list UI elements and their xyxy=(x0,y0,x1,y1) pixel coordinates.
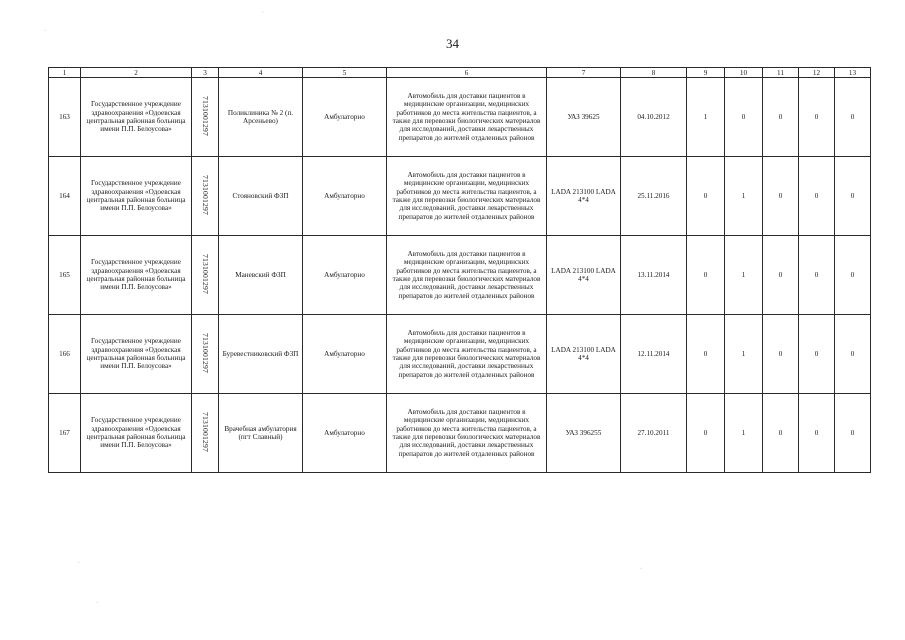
col-9-value: 0 xyxy=(687,157,725,236)
unit-name: Буревестниковский ФЗП xyxy=(219,315,303,394)
scan-speck: · xyxy=(96,600,98,606)
vehicle-purpose: Автомобиль для доставки пациентов в медицинские организации, медицинских работников до места жительства пациентов, а также для перевозки биологических материалов для исследований, доставки лекарственных препаратов до жителей отдаленных районов xyxy=(387,394,547,473)
col-11-value: 0 xyxy=(763,236,799,315)
inn-cell xyxy=(192,236,219,315)
column-number: 13 xyxy=(835,68,871,78)
care-type: Амбулаторно xyxy=(303,78,387,157)
vehicle-model: LADA 213100 LADA 4*4 xyxy=(547,236,621,315)
col-11-value: 0 xyxy=(763,394,799,473)
col-12-value: 0 xyxy=(799,157,835,236)
care-type: Амбулаторно xyxy=(303,315,387,394)
col-13-value: 0 xyxy=(835,394,871,473)
unit-name: Врачебная амбулатория (пгт Славный) xyxy=(219,394,303,473)
col-11-value: 0 xyxy=(763,315,799,394)
col-10-value: 1 xyxy=(725,236,763,315)
vehicle-purpose: Автомобиль для доставки пациентов в медицинские организации, медицинских работников до места жительства пациентов, а также для перевозки биологических материалов для исследований, доставки лекарственных препаратов до жителей отдаленных районов xyxy=(387,236,547,315)
care-type: Амбулаторно xyxy=(303,157,387,236)
col-11-value: 0 xyxy=(763,78,799,157)
organization-name: Государственное учреждение здравоохранения «Одоевская центральная районная больница имени П.П. Белоусова» xyxy=(81,78,192,157)
col-13-value: 0 xyxy=(835,157,871,236)
unit-name: Стояновский ФЗП xyxy=(219,157,303,236)
col-10-value: 1 xyxy=(725,394,763,473)
registration-date: 25.11.2016 xyxy=(621,157,687,236)
care-type: Амбулаторно xyxy=(303,394,387,473)
inn-cell xyxy=(192,394,219,473)
inn-value: 7131001297 xyxy=(201,253,210,294)
inn-cell xyxy=(192,157,219,236)
table-row xyxy=(49,78,871,157)
registration-date: 27.10.2011 xyxy=(621,394,687,473)
row-number: 164 xyxy=(49,157,81,236)
row-number: 167 xyxy=(49,394,81,473)
column-number: 3 xyxy=(192,68,219,78)
registration-date: 13.11.2014 xyxy=(621,236,687,315)
column-number: 8 xyxy=(621,68,687,78)
registration-date: 04.10.2012 xyxy=(621,78,687,157)
vehicle-purpose: Автомобиль для доставки пациентов в медицинские организации, медицинских работников до места жительства пациентов, а также для перевозки биологических материалов для исследований, доставки лекарственных препаратов до жителей отдаленных районов xyxy=(387,78,547,157)
vehicle-register-table xyxy=(48,67,871,473)
vehicle-model: УАЗ 39625 xyxy=(547,78,621,157)
col-12-value: 0 xyxy=(799,236,835,315)
column-number: 9 xyxy=(687,68,725,78)
table-row xyxy=(49,315,871,394)
col-9-value: 0 xyxy=(687,315,725,394)
inn-cell xyxy=(192,315,219,394)
row-number: 166 xyxy=(49,315,81,394)
scan-speck: · xyxy=(78,560,80,566)
col-9-value: 0 xyxy=(687,394,725,473)
col-10-value: 1 xyxy=(725,157,763,236)
col-12-value: 0 xyxy=(799,78,835,157)
vehicle-model: LADA 213100 LADA 4*4 xyxy=(547,315,621,394)
row-number: 163 xyxy=(49,78,81,157)
unit-name: Маневский ФЗП xyxy=(219,236,303,315)
table-row xyxy=(49,394,871,473)
scan-speck: · xyxy=(262,10,264,16)
scan-speck: · xyxy=(640,566,642,572)
column-number: 7 xyxy=(547,68,621,78)
vehicle-model: УАЗ 396255 xyxy=(547,394,621,473)
col-13-value: 0 xyxy=(835,236,871,315)
col-9-value: 0 xyxy=(687,236,725,315)
vehicle-purpose: Автомобиль для доставки пациентов в медицинские организации, медицинских работников до места жительства пациентов, а также для перевозки биологических материалов для исследований, доставки лекарственных препаратов до жителей отдаленных районов xyxy=(387,157,547,236)
table-row xyxy=(49,157,871,236)
col-13-value: 0 xyxy=(835,315,871,394)
col-9-value: 1 xyxy=(687,78,725,157)
column-number-row xyxy=(49,68,871,78)
organization-name: Государственное учреждение здравоохранения «Одоевская центральная районная больница имени П.П. Белоусова» xyxy=(81,315,192,394)
organization-name: Государственное учреждение здравоохранения «Одоевская центральная районная больница имени П.П. Белоусова» xyxy=(81,236,192,315)
col-12-value: 0 xyxy=(799,315,835,394)
vehicle-purpose: Автомобиль для доставки пациентов в медицинские организации, медицинских работников до места жительства пациентов, а также для перевозки биологических материалов для исследований, доставки лекарственных препаратов до жителей отдаленных районов xyxy=(387,315,547,394)
page-number: 34 xyxy=(446,36,459,51)
organization-name: Государственное учреждение здравоохранения «Одоевская центральная районная больница имени П.П. Белоусова» xyxy=(81,394,192,473)
organization-name: Государственное учреждение здравоохранения «Одоевская центральная районная больница имени П.П. Белоусова» xyxy=(81,157,192,236)
column-number: 5 xyxy=(303,68,387,78)
vehicle-model: LADA 213100 LADA 4*4 xyxy=(547,157,621,236)
column-number: 2 xyxy=(81,68,192,78)
col-11-value: 0 xyxy=(763,157,799,236)
col-10-value: 1 xyxy=(725,315,763,394)
registration-date: 12.11.2014 xyxy=(621,315,687,394)
inn-value: 7131001297 xyxy=(201,174,210,215)
inn-value: 7131001297 xyxy=(201,411,210,452)
inn-cell xyxy=(192,78,219,157)
table-row xyxy=(49,236,871,315)
care-type: Амбулаторно xyxy=(303,236,387,315)
col-13-value: 0 xyxy=(835,78,871,157)
column-number: 11 xyxy=(763,68,799,78)
column-number: 1 xyxy=(49,68,81,78)
inn-value: 7131001297 xyxy=(201,332,210,373)
col-12-value: 0 xyxy=(799,394,835,473)
unit-name: Поликлиника № 2 (п. Арсеньево) xyxy=(219,78,303,157)
scan-speck: · xyxy=(44,28,46,34)
inn-value: 7131001297 xyxy=(201,95,210,136)
column-number: 10 xyxy=(725,68,763,78)
col-10-value: 0 xyxy=(725,78,763,157)
column-number: 4 xyxy=(219,68,303,78)
column-number: 6 xyxy=(387,68,547,78)
row-number: 165 xyxy=(49,236,81,315)
column-number: 12 xyxy=(799,68,835,78)
